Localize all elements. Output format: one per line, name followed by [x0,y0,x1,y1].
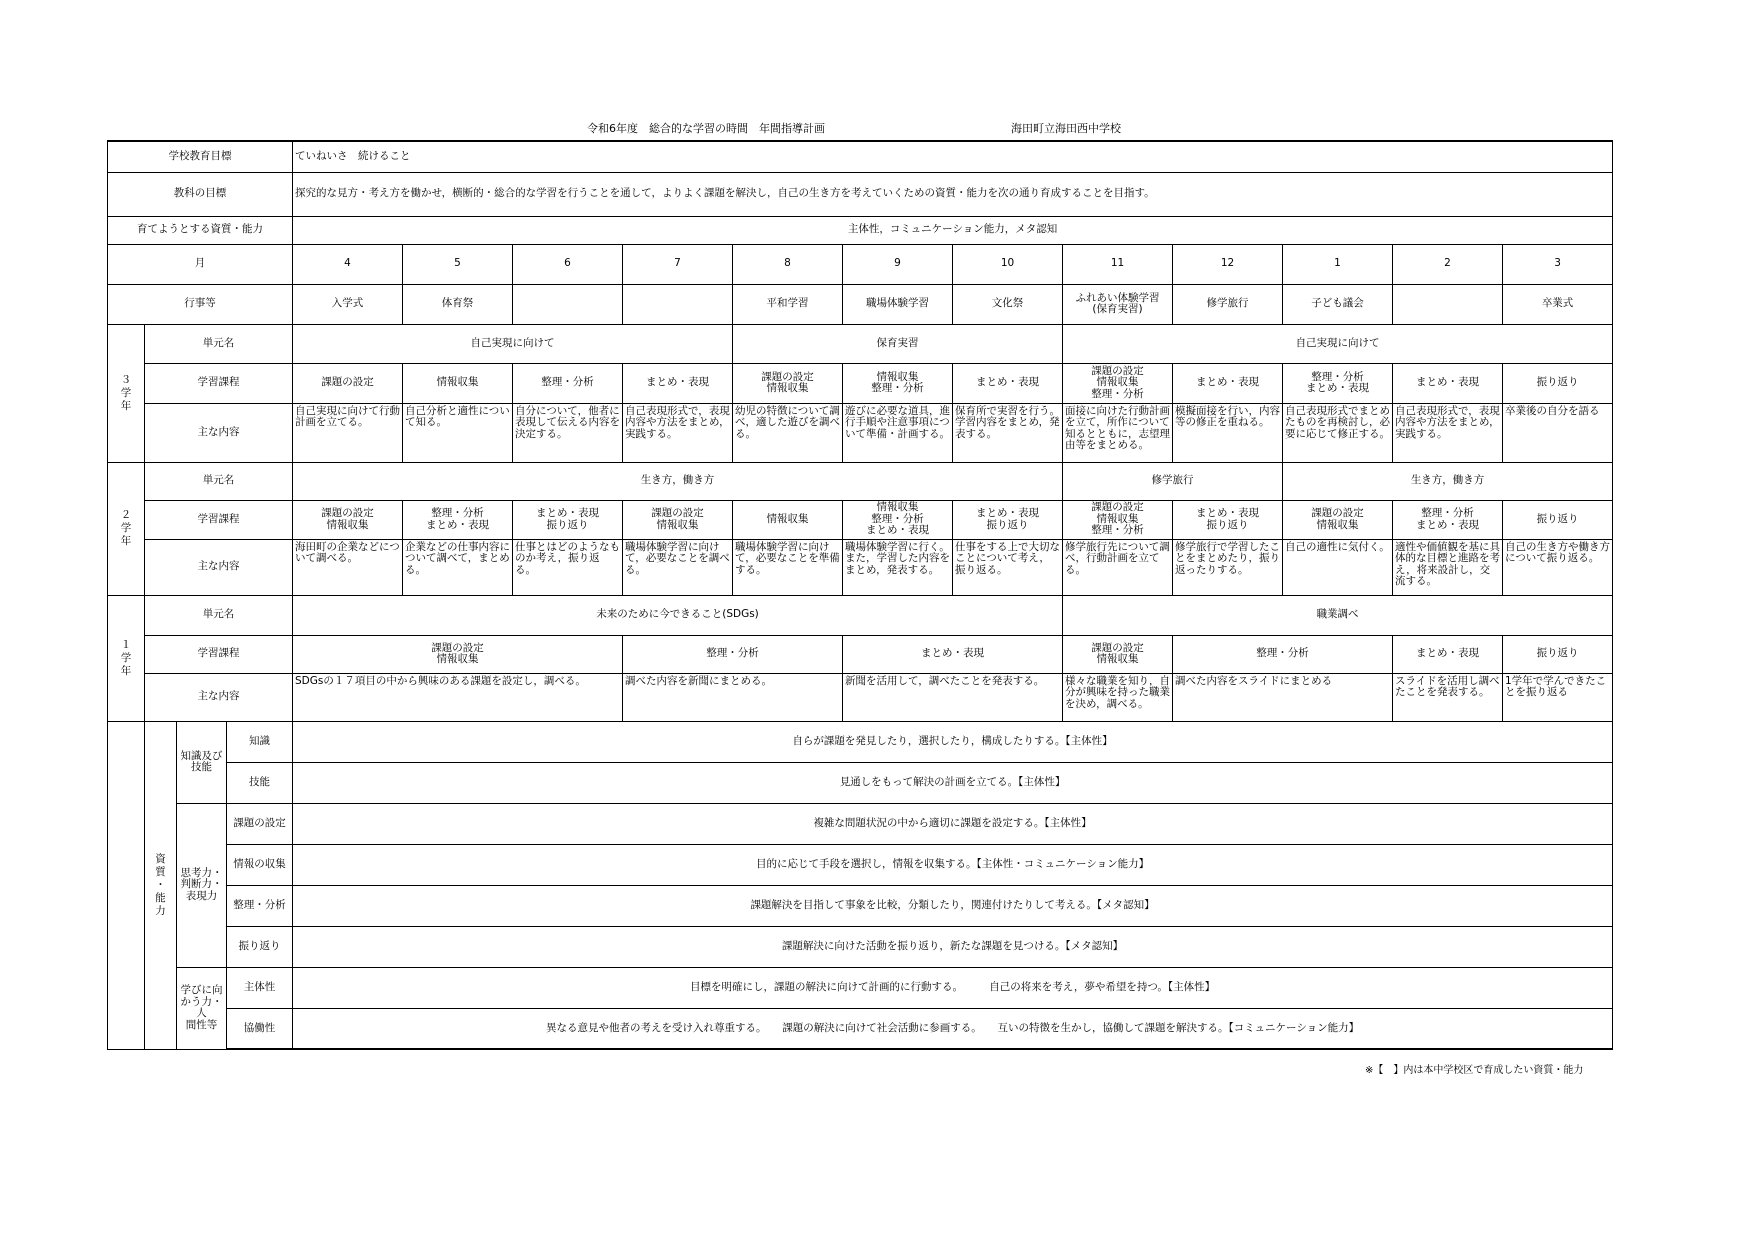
school-goal: ていねいさ 続けること [293,141,1613,172]
content-cell: 1学年で学んできたことを振り返る [1503,673,1613,721]
content-label: 主な内容 [145,403,293,462]
process-cell: まとめ・表現 [953,363,1063,403]
content-cell: 職場体験学習に向けて，必要なことを調べる。 [623,539,733,595]
process-cell: まとめ・表現 [1393,363,1503,403]
content-cell: 新聞を活用して，調べたことを発表する。 [843,673,1063,721]
content-cell: 自分について，他者に表現して伝える内容を決定する。 [513,403,623,462]
content-cell: 卒業後の自分を語る [1503,403,1613,462]
unit-name: 自己実現に向けて [1063,324,1613,363]
competency-item: 技能 [227,762,293,803]
abilities-label: 育てようとする資質・能力 [108,216,293,244]
month-cell: 8 [733,244,843,284]
competency-text: 複雑な問題状況の中から適切に課題を設定する。【主体性】 [293,803,1613,844]
competency-item: 振り返り [227,926,293,967]
process-cell: 課題の設定 情報収集 [733,363,843,403]
content-cell: 自己表現形式で，表現内容や方法をまとめ，実践する。 [1393,403,1503,462]
content-cell: 海田町の企業などについて調べる。 [293,539,403,595]
content-cell: 自己分析と適性について知る。 [403,403,513,462]
process-cell: 整理・分析 まとめ・表現 [1393,500,1503,539]
unit-label: 単元名 [145,462,293,500]
event-cell: 平和学習 [733,284,843,324]
process-cell: まとめ・表現 振り返り [953,500,1063,539]
content-cell: 調べた内容を新聞にまとめる。 [623,673,843,721]
competency-text: 課題解決を目指して事象を比較，分類したり，関連付けたりして考える。【メタ認知】 [293,885,1613,926]
competency-text: 目的に応じて手段を選択し，情報を収集する。【主体性・コミュニケーション能力】 [293,844,1613,885]
competency-group: 思考力・ 判断力・ 表現力 [177,803,227,967]
event-cell [623,284,733,324]
grade-label: ３ 学 年 [108,324,145,462]
month-label: 月 [108,244,293,284]
process-cell: 課題の設定 情報収集 [1283,500,1393,539]
competency-item: 情報の収集 [227,844,293,885]
month-cell: 9 [843,244,953,284]
unit-name: 生き方，働き方 [293,462,1063,500]
month-cell: 6 [513,244,623,284]
content-cell: 模擬面接を行い，内容等の修正を重ねる。 [1173,403,1283,462]
content-cell: 様々な職業を知り，自分が興味を持った職業を決め，調べる。 [1063,673,1173,721]
content-cell: 自己実現に向けて行動計画を立てる。 [293,403,403,462]
process-cell: まとめ・表現 振り返り [1173,500,1283,539]
process-cell: 情報収集 整理・分析 まとめ・表現 [843,500,953,539]
month-cell: 7 [623,244,733,284]
event-cell: ふれあい体験学習 (保育実習) [1063,284,1173,324]
process-cell: 情報収集 [403,363,513,403]
competency-text: 目標を明確にし，課題の解決に向けて計画的に行動する。 自己の将来を考え，夢や希望を持つ。【主体性】 [293,967,1613,1008]
month-cell: 10 [953,244,1063,284]
event-cell: 体育祭 [403,284,513,324]
content-label: 主な内容 [145,539,293,595]
month-cell: 3 [1503,244,1613,284]
competency-text: 課題解決に向けた活動を振り返り，新たな課題を見つける。【メタ認知】 [293,926,1613,967]
process-label: 学習課程 [145,500,293,539]
event-cell: 卒業式 [1503,284,1613,324]
content-cell: 修学旅行先について調べ，行動計画を立てる。 [1063,539,1173,595]
month-cell: 1 [1283,244,1393,284]
process-cell: まとめ・表現 [1393,635,1503,673]
events-label: 行事等 [108,284,293,324]
unit-name: 職業調べ [1063,595,1613,635]
school-name: 海田町立海田西中学校 [1011,122,1121,135]
process-cell: 整理・分析 まとめ・表現 [403,500,513,539]
grade-label: ２ 学 年 [108,462,145,595]
process-cell: 整理・分析 [623,635,843,673]
competency-text: 自らが課題を発見したり，選択したり，構成したりする。【主体性】 [293,721,1613,762]
content-cell: 面接に向けた行動計画を立て，所作について知るとともに，志望理由等をまとめる。 [1063,403,1173,462]
competency-item: 主体性 [227,967,293,1008]
competency-item: 知識 [227,721,293,762]
process-cell: まとめ・表現 振り返り [513,500,623,539]
competency-text: 見通しをもって解決の計画を立てる。【主体性】 [293,762,1613,803]
content-cell: 修学旅行で学習したことをまとめたり，振り返ったりする。 [1173,539,1283,595]
event-cell: 修学旅行 [1173,284,1283,324]
content-cell: 適性や価値観を基に具体的な目標と進路を考え，将来設計し，交流する。 [1393,539,1503,595]
process-label: 学習課程 [145,363,293,403]
process-cell: 課題の設定 情報収集 [623,500,733,539]
process-cell: 情報収集 整理・分析 [843,363,953,403]
footnote: ※【 】内は本中学校区で育成したい資質・能力 [1365,1065,1584,1076]
process-label: 学習課程 [145,635,293,673]
content-cell: 自己の適性に気付く。 [1283,539,1393,595]
month-cell: 2 [1393,244,1503,284]
event-cell: 職場体験学習 [843,284,953,324]
competency-item: 課題の設定 [227,803,293,844]
process-cell: 課題の設定 情報収集 [1063,635,1173,673]
unit-label: 単元名 [145,595,293,635]
competency-section-label: 資 質 ・ 能 力 [145,721,177,1049]
content-cell: 自己表現形式で，表現内容や方法をまとめ，実践する。 [623,403,733,462]
content-cell: 企業などの仕事内容について調べて，まとめる。 [403,539,513,595]
content-cell: 自己の生き方や働き方について振り返る。 [1503,539,1613,595]
unit-name: 生き方，働き方 [1283,462,1613,500]
content-cell: 遊びに必要な道具，進行手順や注意事項について準備・計画する。 [843,403,953,462]
content-cell: 職場体験学習に行く。また，学習した内容をまとめ，発表する。 [843,539,953,595]
process-cell: 振り返り [1503,500,1613,539]
competency-item: 協働性 [227,1008,293,1049]
month-cell: 4 [293,244,403,284]
process-cell: 振り返り [1503,363,1613,403]
unit-label: 単元名 [145,324,293,363]
process-cell: 整理・分析 [1173,635,1393,673]
annual-plan-table [107,140,1613,1050]
content-cell: 職場体験学習に向けて，必要なことを準備する。 [733,539,843,595]
content-cell: 自己表現形式でまとめたものを再検討し，必要に応じて修正する。 [1283,403,1393,462]
event-cell: 入学式 [293,284,403,324]
event-cell: 文化祭 [953,284,1063,324]
content-cell: 幼児の特徴について調べ，適した遊びを調べる。 [733,403,843,462]
unit-name: 修学旅行 [1063,462,1283,500]
event-cell: 子ども議会 [1283,284,1393,324]
process-cell: まとめ・表現 [843,635,1063,673]
content-cell: スライドを活用し調べたことを発表する。 [1393,673,1503,721]
subject-goal-label: 教科の目標 [108,172,293,216]
content-cell: 仕事とはどのようなものか考え，振り返る。 [513,539,623,595]
unit-name: 未来のために今できること(SDGs) [293,595,1063,635]
competency-group: 知識及び 技能 [177,721,227,803]
content-cell: 調べた内容をスライドにまとめる [1173,673,1393,721]
process-cell: 課題の設定 情報収集 整理・分析 [1063,363,1173,403]
process-cell: 課題の設定 情報収集 [293,635,623,673]
process-cell: 整理・分析 [513,363,623,403]
content-cell: SDGsの１７項目の中から興味のある課題を設定し，調べる。 [293,673,623,721]
process-cell: 課題の設定 情報収集 整理・分析 [1063,500,1173,539]
unit-name: 保育実習 [733,324,1063,363]
process-cell: 情報収集 [733,500,843,539]
competency-blank-cell [108,721,145,1049]
competency-text: 異なる意見や他者の考えを受け入れ尊重する。 課題の解決に向けて社会活動に参画する。 互いの特徴を生かし，協働して課題を解決する。【コミュニケーション能力】 [293,1008,1613,1049]
competency-group: 学びに向 かう力・人 間性等 [177,967,227,1049]
process-cell: 課題の設定 情報収集 [293,500,403,539]
process-cell: 振り返り [1503,635,1613,673]
unit-name: 自己実現に向けて [293,324,733,363]
abilities-target: 主体性，コミュニケーション能力，メタ認知 [293,216,1613,244]
content-cell: 仕事をする上で大切なことについて考え，振り返る。 [953,539,1063,595]
content-cell: 保育所で実習を行う。 学習内容をまとめ，発表する。 [953,403,1063,462]
school-goal-label: 学校教育目標 [108,141,293,172]
grade-label: １ 学 年 [108,595,145,721]
month-cell: 12 [1173,244,1283,284]
month-cell: 5 [403,244,513,284]
process-cell: まとめ・表現 [1173,363,1283,403]
month-cell: 11 [1063,244,1173,284]
process-cell: 整理・分析 まとめ・表現 [1283,363,1393,403]
competency-item: 整理・分析 [227,885,293,926]
process-cell: 課題の設定 [293,363,403,403]
event-cell [1393,284,1503,324]
content-label: 主な内容 [145,673,293,721]
page-title: 令和6年度 総合的な学習の時間 年間指導計画 [587,122,825,135]
process-cell: まとめ・表現 [623,363,733,403]
subject-goal: 探究的な見方・考え方を働かせ，横断的・総合的な学習を行うことを通して，よりよく課題を解決し，自己の生き方を考えていくための資質・能力を次の通り育成することを目指す。 [293,172,1613,216]
event-cell [513,284,623,324]
